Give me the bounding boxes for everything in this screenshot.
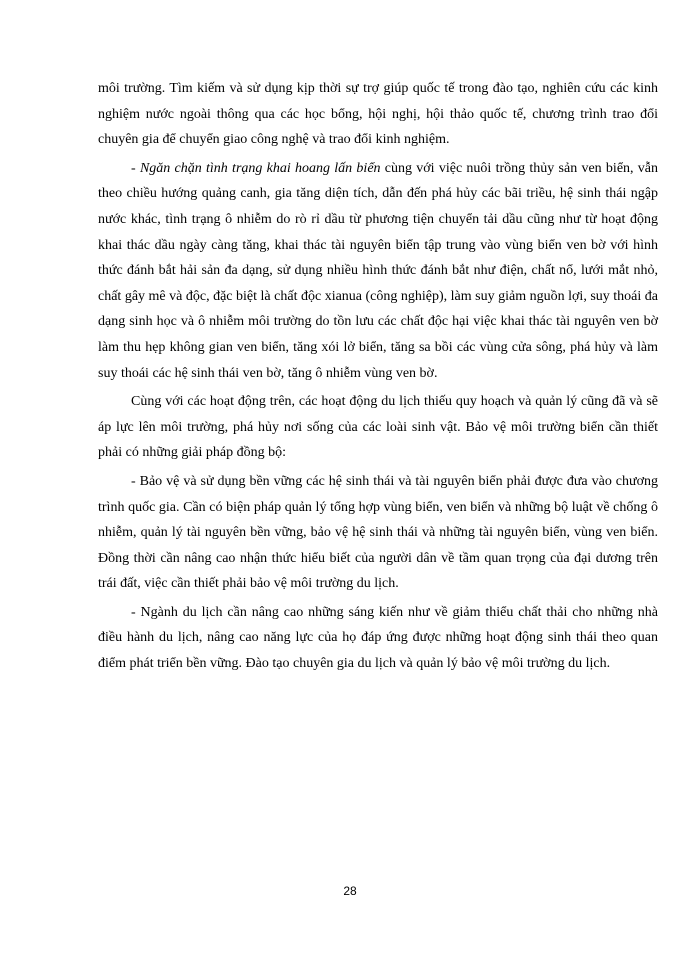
paragraph-italic-heading: Ngăn chặn tình trạng khai hoang lấn biển bbox=[139, 160, 381, 176]
paragraph-body-text: cùng với việc nuôi trồng thủy sản ven biển, vẫn theo chiều hướng quảng canh, gia tăng diện tích, dẫn đến phá hủy các bãi triều, hệ sinh thái ngập nước khác, tình trạng ô nhiễm do rò rỉ dầu từ phương tiện chuyển tải dầu cũng như từ hoạt động khai thác dầu ngày càng tăng, khai thác tài nguyên biển tập trung vào vùng biển ven bờ với hình thức đánh bắt hải sản đa dạng, sử dụng nhiều hình thức đánh bắt như điện, chất nổ, lưới mắt nhỏ, chất gây mê và độc, đặc biệt là chất độc xianua (công nghiệp), làm suy giảm nguồn lợi, suy thoái đa dạng sinh học và ô nhiễm môi trường do tồn lưu các chất độc hại việc khai thác tài nguyên ven bờ làm thu hẹp không gian ven biển, tăng xói lở biển, tăng sa bồi các vùng cửa sông, phá hủy và làm suy thoái các hệ sinh thái ven bờ, tăng ô nhiễm vùng ven bờ. bbox=[98, 160, 659, 381]
paragraph-tourism-pressure: Cùng với các hoạt động trên, các hoạt động du lịch thiếu quy hoạch và quản lý cũng đã và sẽ áp lực lên môi trường, phá hủy nơi sống của các loài sinh vật. Bảo vệ môi trường biển cần thiết phải có những giải pháp đồng bộ: bbox=[98, 394, 658, 461]
page-number: 28 bbox=[343, 884, 357, 898]
paragraph-coastal-reclamation bbox=[98, 156, 658, 386]
paragraph-bullet-prefix: - bbox=[131, 160, 140, 176]
paragraph-solution-ecosystem: - Bảo vệ và sử dụng bền vững các hệ sinh thái và tài nguyên biển phải được đưa vào chương trình quốc gia. Cần có biện pháp quản lý tổng hợp vùng biển, ven biển và những bộ luật về chống ô nhiễm, quản lý tài nguyên bền vững, bảo vệ hệ sinh thái và những tài nguyên biển, vùng ven biển. Đồng thời cần nâng cao nhận thức hiểu biết của người dân về tầm quan trọng của đại dương trên trái đất, việc cần thiết phải bảo vệ môi trường du lịch. bbox=[98, 473, 658, 592]
paragraph-continuation: môi trường. Tìm kiếm và sử dụng kịp thời sự trợ giúp quốc tế trong đào tạo, nghiên cứu các kinh nghiệm nước ngoài thông qua các học bổng, hội nghị, hội thảo quốc tế, chương trình trao đổi chuyên gia để chuyển giao công nghệ và trao đổi kinh nghiệm. bbox=[98, 81, 658, 148]
paragraph-solution-tourism: - Ngành du lịch cần nâng cao những sáng kiến như về giảm thiểu chất thải cho những nhà điều hành du lịch, nâng cao năng lực của họ đáp ứng được những hoạt động sinh thái theo quan điểm phát triển bền vững. Đào tạo chuyên gia du lịch và quản lý bảo vệ môi trường du lịch. bbox=[98, 604, 658, 672]
document-body bbox=[98, 76, 658, 677]
